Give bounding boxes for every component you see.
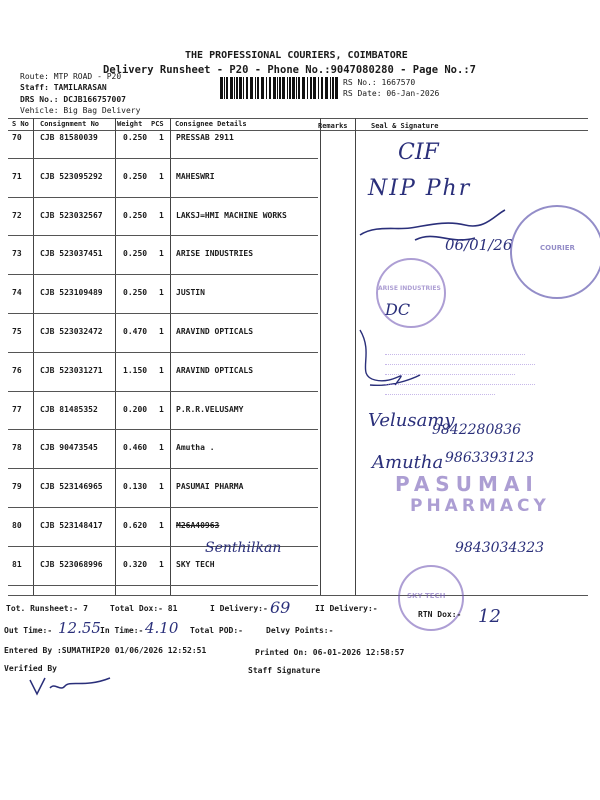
row-consignment-no: CJB 90473545 [40,443,98,453]
row-weight: 0.250 [123,288,148,298]
rs-date: RS Date: 06-Jan-2026 [343,89,440,98]
verifier-signature-icon [25,670,125,698]
col-sno: S No [12,120,29,128]
phone-row77: 9842280836 [432,422,522,438]
entered-by: Entered By :SUMATHIP20 01/06/2026 12:52:51 [4,646,207,655]
row-pcs: 1 [159,133,164,142]
col-weight: Weight [117,120,143,128]
row-pcs: 1 [159,559,164,569]
row-weight: 0.470 [123,327,148,336]
row-consignment-no: CJB 523146965 [40,482,103,492]
row-pcs: 1 [159,288,164,298]
row-consignee: ARISE INDUSTRIES [176,249,254,259]
phone-row78: 9863393123 [445,450,535,466]
printed-on: Printed On: 06-01-2026 12:58:57 [255,648,405,657]
row-sno: 75 [12,327,22,336]
row-pcs: 1 [159,249,164,259]
row-consignee: ARAVIND OPTICALS [176,327,254,336]
phone-row80: 9843034323 [455,540,545,556]
row-weight: 0.250 [123,249,148,259]
col-consignment: Consignment No [40,120,100,128]
row-consignee: LAKSJ=HMI MACHINE WORKS [176,210,287,220]
row-sno: 79 [12,482,22,492]
row-divider [8,507,318,508]
row-pcs: 1 [159,171,164,181]
row-sno: 74 [12,288,22,298]
route: Route: MTP ROAD - P20 [20,72,122,81]
row-divider [8,391,318,392]
row-weight: 0.460 [123,443,148,453]
row-divider [8,429,318,430]
row-divider [8,352,318,353]
rs-no: RS No.: 1667570 [343,78,416,87]
signature-row78: Amutha [372,452,444,473]
row-divider [8,585,318,586]
row-sno: 81 [12,559,22,569]
aravind-stamp [385,345,545,395]
row-consignee: PASUMAI PHARMA [176,482,244,492]
row-pcs: 1 [159,521,164,530]
rtn-dox: RTN Dox:- [418,610,462,619]
row-weight: 0.250 [123,210,148,220]
row-consignee: SKY TECH [176,559,215,569]
row-sno: 76 [12,365,22,375]
col-seal: Seal & Signature [371,122,439,130]
row-sno: 73 [12,249,22,259]
verified-by: Verified By [4,664,57,673]
company-title: THE PROFESSIONAL COURIERS, COIMBATORE [185,50,408,61]
signature-row80: Senthilkan [205,540,282,556]
arise-stamp-text: ARISE INDUSTRIES [378,285,441,292]
row-sno: 70 [12,133,22,142]
tot-runsheet: Tot. Runsheet:- 7 [6,604,88,613]
total-pod: Total POD:- [190,626,243,635]
delvy-points: Delvy Points:- [266,626,334,635]
staff: Staff: TAMILARASAN [20,83,107,92]
signature-row70: CIF [398,140,439,165]
row-sno: 77 [12,404,22,414]
signature-row71: NIP Phr [368,176,472,201]
row-consignment-no: CJB 523109489 [40,288,103,298]
pasumai-stamp-2: PHARMACY [410,496,550,516]
staff-signature: Staff Signature [248,666,321,675]
row-consignee: JUSTIN [176,288,205,298]
skytech-stamp-text: SKY TECH [407,592,446,600]
vehicle: Vehicle: Big Bag Delivery [20,106,141,115]
row-divider [8,313,318,314]
row-weight: 0.250 [123,133,148,142]
row-consignee: MAHESWRI [176,171,215,181]
signature-row72-date: 06/01/26 [445,236,513,254]
row-consignee: ARAVIND OPTICALS [176,365,254,375]
i-delivery-value: 69 [270,598,291,617]
row-weight: 1.150 [123,365,148,375]
drs-no: DRS No.: DCJB166757007 [20,95,126,104]
row-consignment-no: CJB 523032567 [40,210,103,220]
row-weight: 0.320 [123,559,148,569]
row-divider [8,235,318,236]
rtn-dox-value: 12 [478,606,501,627]
row-consignment-no: CJB 81580039 [40,133,98,142]
row-consignment-no: CJB 81485352 [40,404,98,414]
row-consignee: PRESSAB 2911 [176,133,234,142]
row-consignee: Amutha . [176,443,215,453]
in-time: In Time:- [100,626,144,635]
row-consignment-no: CJB 523031271 [40,365,103,375]
row-consignment-no: CJB 523037451 [40,249,103,259]
out-time-value: 12.55 [58,619,101,637]
row-divider [8,197,318,198]
row-consignment-no: CJB 523068996 [40,559,103,569]
courier-stamp-text: COURIER [540,244,575,252]
runsheet-title: Delivery Runsheet - P20 - Phone No.:9047080280 - Page No.:7 [103,64,476,76]
row-pcs: 1 [159,327,164,336]
row-pcs: 1 [159,443,164,453]
col-pcs: PCS [151,120,164,128]
in-time-value: 4.10 [145,619,179,637]
col-consignee: Consignee Details [175,120,247,128]
row-divider [8,158,318,159]
i-delivery: I Delivery:- [210,604,268,613]
row-weight: 0.620 [123,521,148,530]
arise-stamp-icon [376,258,446,328]
ii-delivery: II Delivery:- [315,604,378,613]
row-weight: 0.250 [123,171,148,181]
signature-row77: Velusamy [368,410,455,431]
courier-stamp-icon [510,205,600,299]
row-weight: 0.130 [123,482,148,492]
row-sno: 71 [12,171,22,181]
pasumai-stamp: PASUMAI [395,472,539,496]
row-consignment-no: CJB 523032472 [40,327,103,336]
row-pcs: 1 [159,365,164,375]
out-time: Out Time:- [4,626,53,635]
row-sno: 72 [12,210,22,220]
row-consignee: M26A40963 [176,521,220,530]
col-remarks: Remarks [318,122,348,130]
total-dox: Total Dox:- 81 [110,604,178,613]
row-divider [8,468,318,469]
signature-row74: DC [385,300,411,319]
row-divider [8,274,318,275]
row-sno: 80 [12,521,22,530]
row-consignment-no: CJB 523148417 [40,521,103,530]
row-pcs: 1 [159,482,164,492]
row-consignment-no: CJB 523095292 [40,171,103,181]
row-pcs: 1 [159,404,164,414]
row-sno: 78 [12,443,22,453]
row-weight: 0.200 [123,404,148,414]
row-pcs: 1 [159,210,164,220]
row-consignee: P.R.R.VELUSAMY [176,404,244,414]
barcode-icon [220,77,340,99]
